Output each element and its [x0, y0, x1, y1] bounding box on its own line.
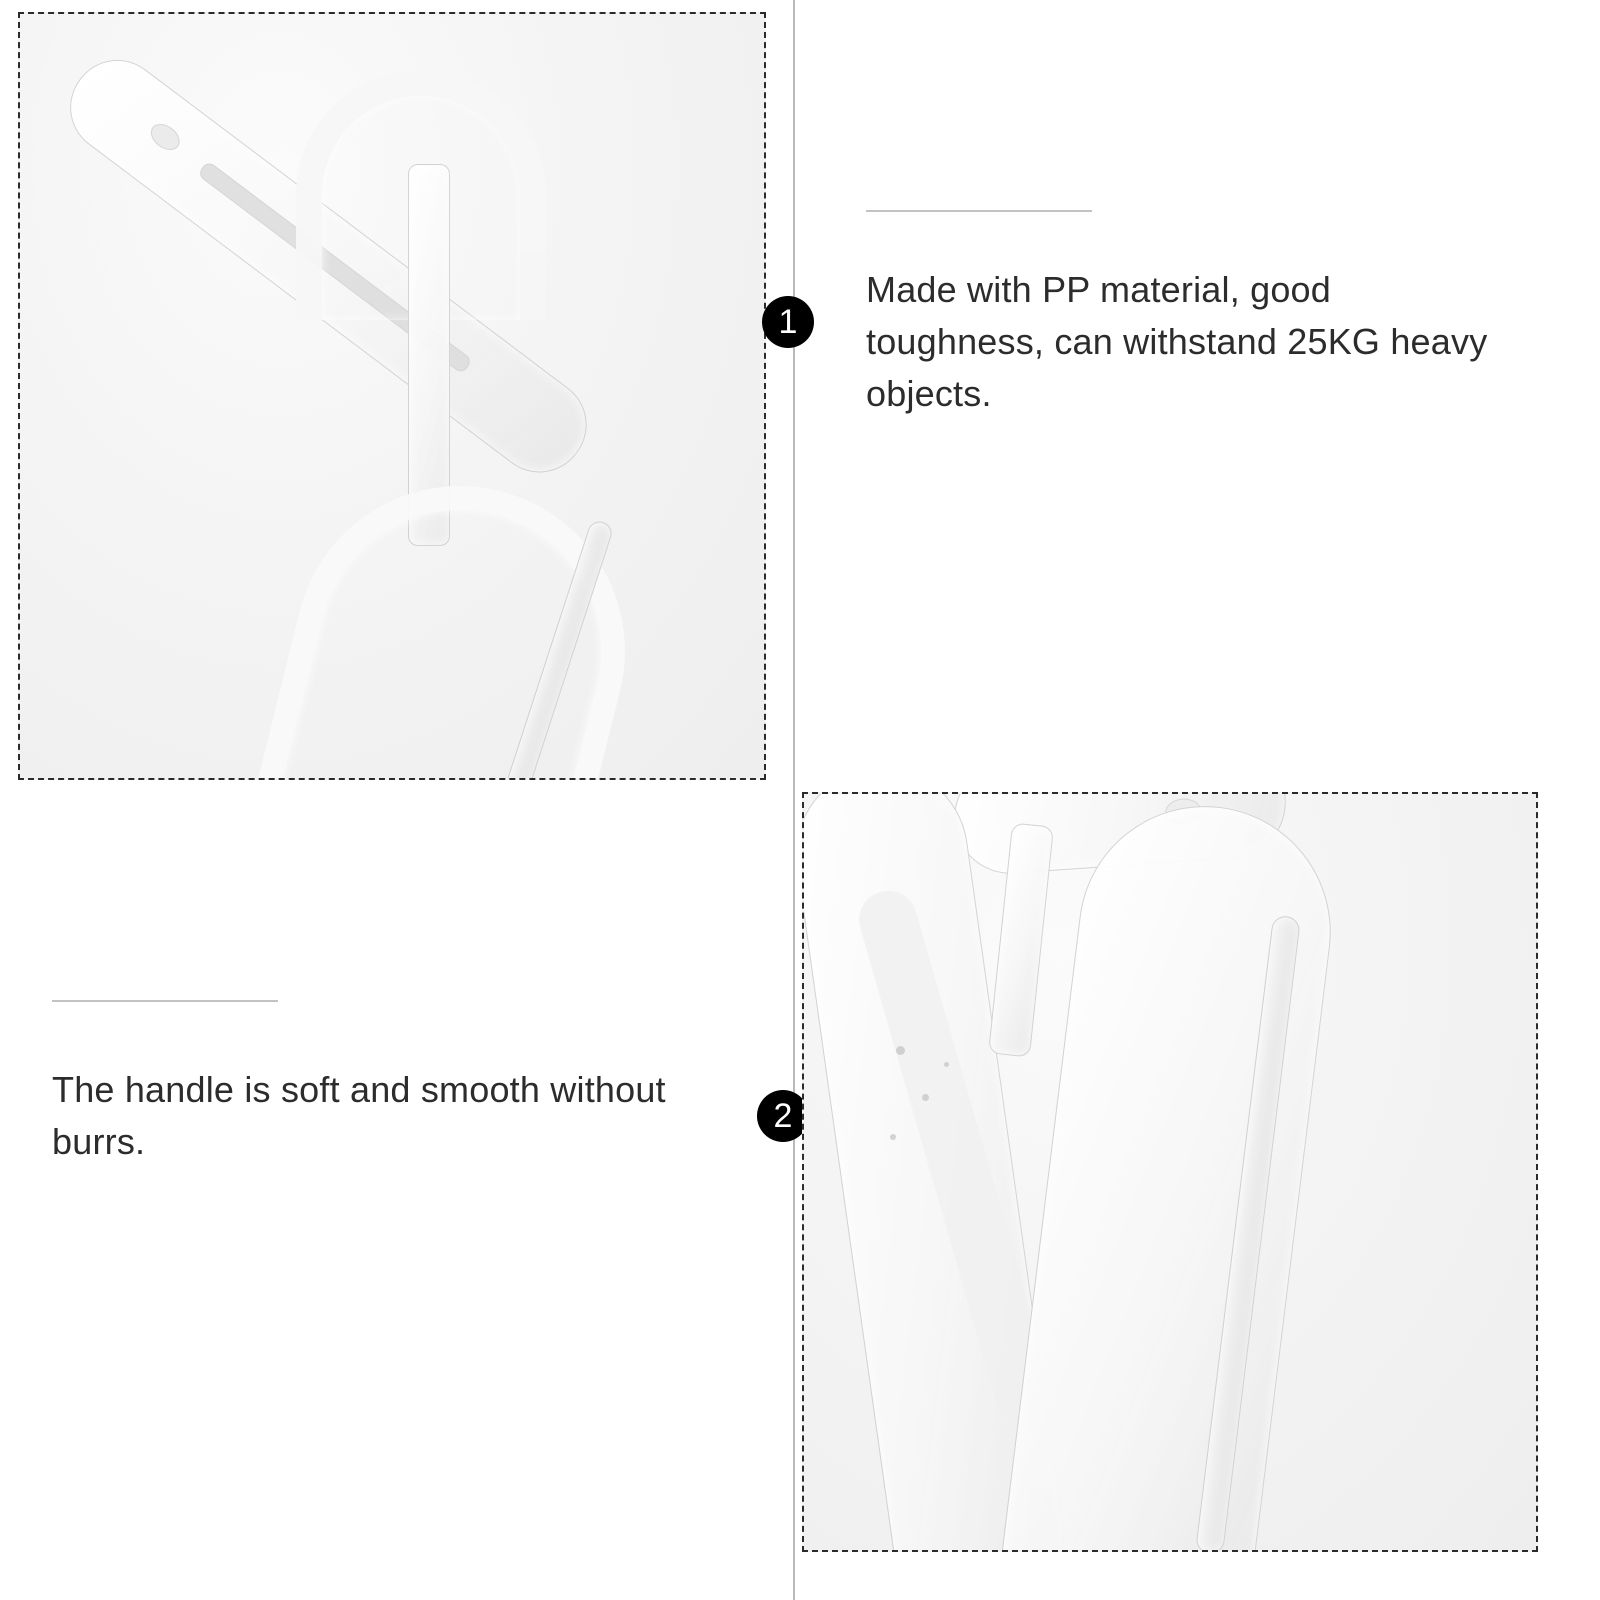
callout-1-text: Made with PP material, good toughness, can withstand 25KG heavy objects. — [866, 269, 1488, 415]
vertical-divider — [793, 0, 795, 1600]
callout-2-text: The handle is soft and smooth without burrs. — [52, 1069, 666, 1163]
photo-speck — [944, 1062, 949, 1067]
photo-speck — [896, 1046, 905, 1055]
photo-hanger-handle-closeup — [802, 792, 1538, 1552]
callout-1-rule — [866, 210, 1092, 212]
photo-speck — [922, 1094, 929, 1101]
callout-1 — [866, 210, 1506, 421]
photo-speck — [890, 1134, 896, 1140]
callout-1-badge: 1 — [762, 296, 814, 348]
callout-2-badge: 2 — [757, 1090, 809, 1142]
callout-2-rule — [52, 1000, 278, 1002]
hanger-bar-hole-shape — [146, 119, 185, 156]
callout-2 — [52, 1000, 692, 1168]
photo-hanger-hook-closeup — [18, 12, 766, 780]
